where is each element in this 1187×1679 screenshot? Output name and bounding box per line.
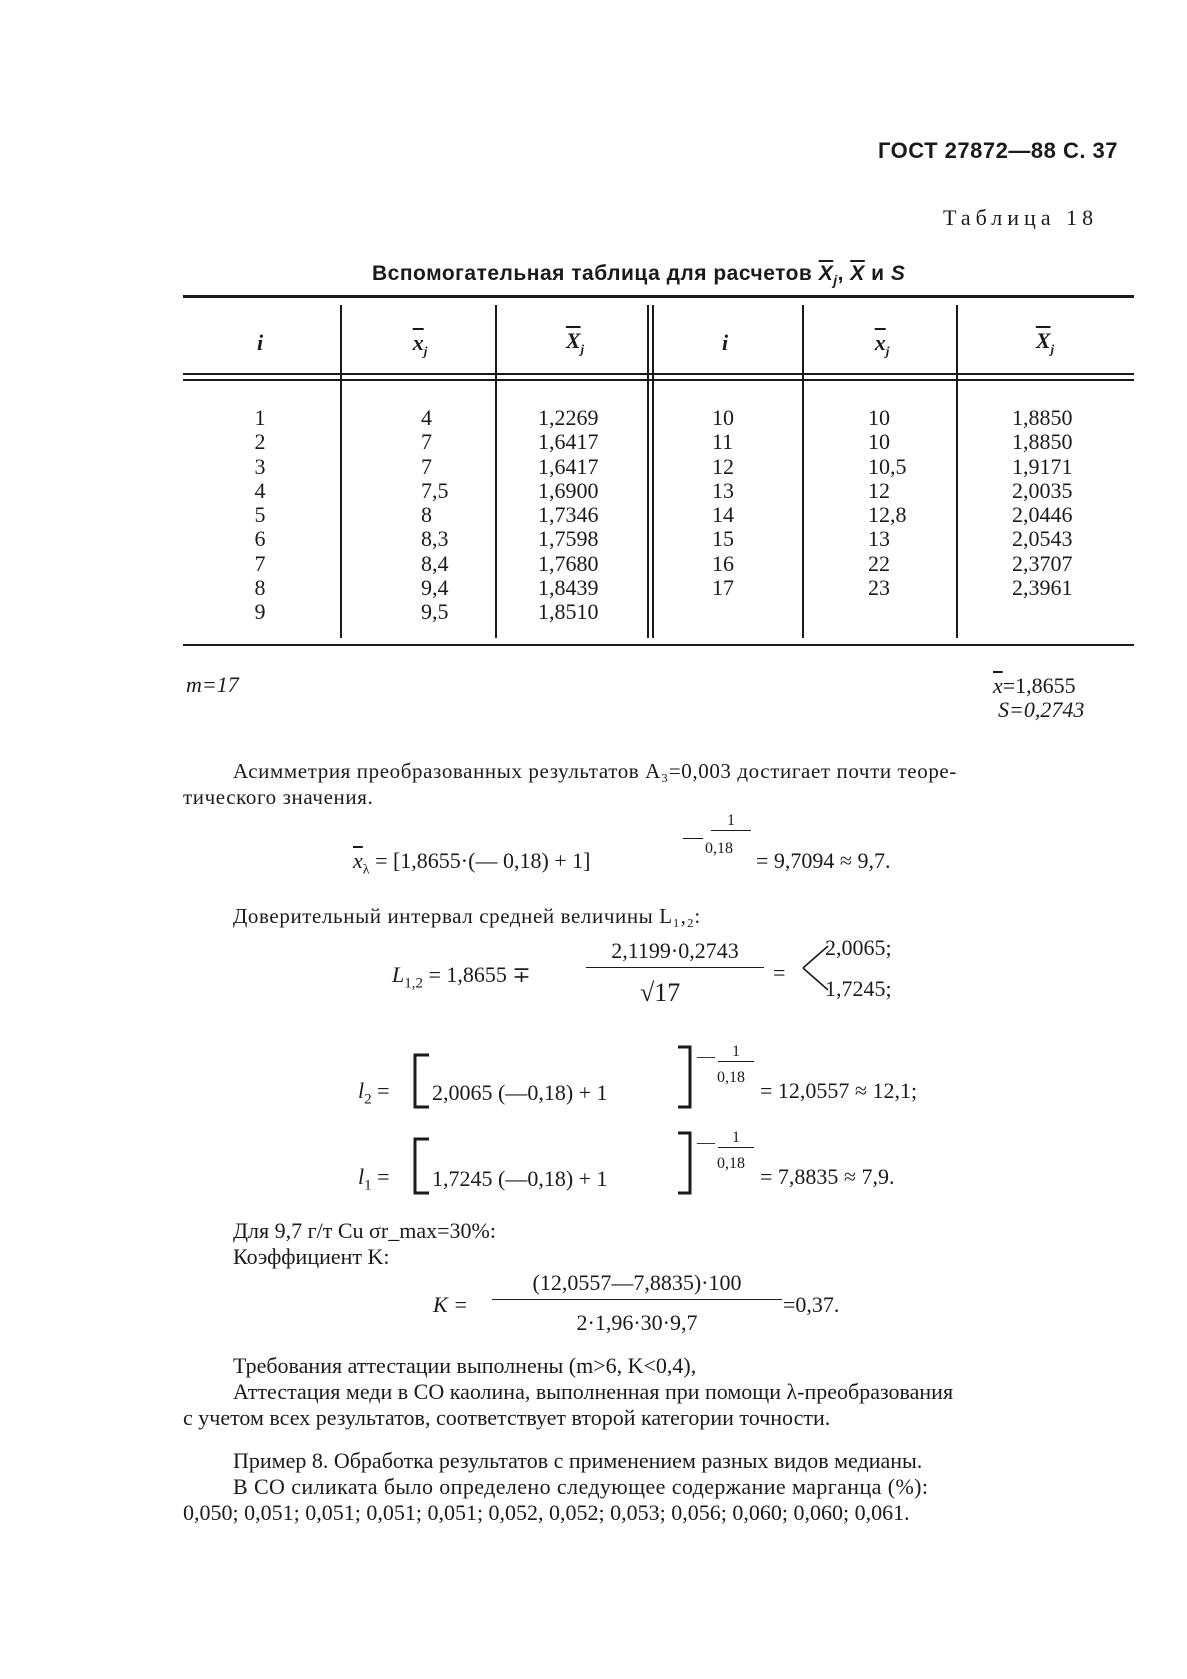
- col-header-xj-left-var: $\overline{x}$: [412, 330, 424, 355]
- paragraph-coef: Коэффициент K:: [233, 1244, 390, 1269]
- table-cell: 1,2269: [538, 405, 599, 430]
- table-vline-5: [956, 305, 958, 638]
- formula-xlambda: [353, 848, 591, 878]
- formula-l2-sub: 2: [364, 1091, 372, 1108]
- table-cell: 10: [712, 405, 734, 430]
- page-header: ГОСТ 27872—88 С. 37: [878, 138, 1119, 163]
- table-cell: 1,8439: [538, 575, 599, 601]
- table-label: Таблица 18: [943, 205, 1099, 230]
- col-right-xj: [868, 406, 938, 600]
- summary-xbar-value: =1,8655: [1002, 673, 1076, 698]
- col-header-i-left: i: [256, 330, 264, 355]
- caption-var-s: S: [890, 262, 906, 285]
- table-cell: 23: [868, 575, 890, 601]
- table-cell: 5: [254, 502, 266, 528]
- table-cell: 1,7598: [538, 526, 599, 552]
- table-cell: 2,0035: [1012, 477, 1073, 503]
- formula-l2-right-bracket-icon: [676, 1044, 696, 1110]
- formula-xlambda-result: = 9,7094 ≈ 9,7.: [756, 848, 891, 873]
- table-cell: 10: [868, 429, 890, 455]
- formula-l2-exp-den: 0,18: [717, 1069, 745, 1086]
- col-header-xj-right-var: $\overline{x}$: [874, 330, 886, 355]
- paragraph-attestation-line2: с учетом всех результатов, соответствует второй категории точности.: [183, 1405, 831, 1430]
- table-cell: 1: [254, 405, 266, 430]
- table-cell: 8: [421, 502, 432, 528]
- paragraph-conf-interval: Доверительный интервал средней величины L₁,₂:: [233, 904, 701, 928]
- caption-var-xj-sub: j: [833, 272, 838, 289]
- caption-var-xj: $\overline{X}$: [818, 262, 834, 285]
- paragraph-attestation-line1: Аттестация меди в СО каолина, выполненная при помощи λ-преобразования: [233, 1379, 954, 1404]
- col-left-Xj: [538, 406, 628, 625]
- summary-xbar: [993, 673, 1076, 699]
- table-cell: 4: [254, 477, 266, 503]
- table-cell: 2,0543: [1012, 526, 1073, 552]
- formula-l2-exp-num: 1: [718, 1043, 754, 1062]
- table-cell: 12: [712, 453, 734, 479]
- formula-K-lhs: K =: [433, 1292, 469, 1317]
- summary-m: m=17: [186, 672, 239, 697]
- formula-L-num: 2,1199·0,2743: [586, 938, 764, 968]
- col-left-xj: [421, 406, 491, 625]
- table-cell: 13: [712, 477, 734, 503]
- formula-l1-exp-den: 0,18: [717, 1155, 745, 1172]
- table-head-rule-2: [183, 379, 1134, 381]
- formula-L-mid: = 1,8655 ∓: [428, 962, 531, 987]
- table-cell: 13: [868, 526, 890, 552]
- formula-l1-exp-sign: —: [697, 1132, 715, 1152]
- table-cell: 7: [421, 429, 432, 455]
- table-cell: 12: [868, 477, 890, 503]
- table-cell: 1,8510: [538, 599, 599, 625]
- caption-var-xx: $\overline{X}$: [850, 262, 865, 285]
- formula-xlambda-body: = [1,8655·(— 0,18) + 1]: [375, 848, 591, 873]
- table-cell: 3: [254, 453, 266, 479]
- table-cell: 10,5: [868, 453, 907, 479]
- table-cell: 1,6417: [538, 429, 599, 455]
- table-cell: 16: [712, 550, 734, 576]
- formula-L-sub: 1,2: [404, 975, 423, 992]
- table-cell: 1,9171: [1012, 453, 1073, 479]
- paragraph-requirements: Требования аттестации выполнены (m>6, K<0,4),: [233, 1353, 697, 1378]
- summary-xbar-label: $\overline{x}$: [993, 673, 1003, 698]
- formula-L-eq: =: [773, 960, 786, 985]
- formula-xlambda-exp-sign: —: [683, 826, 703, 848]
- table-cell: 9,4: [421, 575, 449, 601]
- formula-L-lhs: L: [392, 962, 405, 987]
- col-header-Xj-left-var: $\overline{X}$: [565, 328, 581, 353]
- formula-L-upper: 2,0065;: [825, 935, 892, 960]
- table-vline-4: [802, 305, 804, 638]
- table-vline-3a: [647, 305, 649, 638]
- table-cell: 9: [254, 599, 266, 625]
- table-bottom-rule: [183, 644, 1134, 646]
- caption-comma: ,: [837, 262, 851, 285]
- table-cell: 2: [254, 429, 266, 455]
- paragraph-example-line1: Пример 8. Обработка результатов с применением разных видов медианы.: [233, 1448, 923, 1473]
- paragraph-example-line2: В СО силиката было определено следующее содержание марганца (%):: [233, 1474, 929, 1499]
- formula-l2-left-bracket-icon: [409, 1052, 431, 1110]
- table-cell: 1,8850: [1012, 405, 1073, 430]
- table-cell: 15: [712, 526, 734, 552]
- table-cell: 11: [712, 429, 734, 455]
- table-cell: 9,5: [421, 599, 449, 625]
- col-header-Xj-right-var: $\overline{X}$: [1035, 328, 1051, 353]
- formula-l2-exp-sign: —: [697, 1046, 715, 1066]
- formula-l1-left-bracket-icon: [409, 1136, 431, 1196]
- paragraph-for-cu: Для 9,7 г/т Cu σr_max=30%:: [233, 1218, 496, 1243]
- formula-l1: [358, 1164, 390, 1194]
- table-cell: 12,8: [868, 502, 907, 528]
- table-cell: 8: [254, 575, 266, 601]
- caption-and: и: [864, 262, 891, 285]
- table-cell: 7: [421, 453, 432, 479]
- table-cell: 10: [868, 405, 890, 430]
- formula-xlambda-sub: λ: [362, 862, 370, 878]
- formula-l2-eq: =: [377, 1078, 390, 1103]
- formula-l1-lhs: l: [358, 1164, 365, 1189]
- table-cell: 14: [712, 502, 734, 528]
- table-caption: [372, 262, 905, 288]
- table-vline-1: [340, 305, 342, 638]
- col-header-i-right: i: [721, 330, 729, 355]
- formula-L-lower: 1,7245;: [825, 976, 892, 1001]
- table-vline-2: [495, 305, 497, 638]
- table-cell: 7,5: [421, 477, 449, 503]
- col-header-xj-right: [852, 330, 912, 359]
- formula-xlambda-exp-den: 0,18: [705, 840, 733, 857]
- col-header-xj-left: [390, 330, 450, 359]
- formula-l1-result: = 7,8835 ≈ 7,9.: [760, 1164, 895, 1189]
- table-top-rule: [183, 295, 1134, 298]
- formula-xlambda-exp-num: 1: [711, 812, 751, 831]
- table-cell: 4: [421, 405, 432, 430]
- col-header-Xj-left: [545, 328, 605, 357]
- formula-l2-body: 2,0065 (—0,18) + 1: [432, 1080, 608, 1105]
- formula-l1-body: 1,7245 (—0,18) + 1: [432, 1166, 608, 1191]
- summary-s: S=0,2743: [998, 697, 1085, 722]
- formula-l1-sub: 1: [364, 1177, 372, 1194]
- paragraph-asymmetry-line2: тического значения.: [183, 785, 374, 809]
- col-right-i: [712, 406, 762, 600]
- formula-l1-exp-num: 1: [718, 1129, 754, 1148]
- table-cell: 2,3961: [1012, 575, 1073, 601]
- table-cell: 17: [712, 575, 734, 601]
- col-left-i: [240, 406, 280, 625]
- table-cell: 1,7346: [538, 502, 599, 528]
- caption-prefix: Вспомогательная таблица для расчетов: [372, 262, 813, 285]
- paragraph-example-line3: 0,050; 0,051; 0,051; 0,051; 0,051; 0,052, 0,052; 0,053; 0,056; 0,060; 0,060; 0,061.: [183, 1500, 910, 1525]
- col-header-xj-left-sub: j: [423, 343, 428, 359]
- table-vline-3b: [652, 305, 654, 638]
- formula-K-result: =0,37.: [783, 1292, 840, 1317]
- paragraph-asymmetry-line1: Асимметрия преобразованных результатов A₃=0,003 достигает почти теоре-: [233, 759, 957, 783]
- formula-l2-result: = 12,0557 ≈ 12,1;: [760, 1078, 918, 1103]
- table-cell: 2,0446: [1012, 502, 1073, 528]
- formula-xlambda-lhs: $\overline{x}$: [353, 848, 363, 873]
- formula-K-num: (12,0557—7,8835)·100: [492, 1270, 782, 1300]
- table-cell: 2,3707: [1012, 550, 1073, 576]
- col-header-xj-right-sub: j: [885, 343, 890, 359]
- table-cell: 7: [254, 550, 266, 576]
- table-cell: 8,3: [421, 526, 449, 552]
- col-header-Xj-right: [1015, 328, 1075, 357]
- formula-l1-eq: =: [377, 1164, 390, 1189]
- formula-L-den: √17: [640, 978, 681, 1007]
- table-cell: 8,4: [421, 550, 449, 576]
- table-cell: 22: [868, 550, 890, 576]
- table-cell: 1,6900: [538, 477, 599, 503]
- table-cell: 1,8850: [1012, 429, 1073, 455]
- col-header-Xj-left-sub: j: [580, 341, 585, 357]
- table-head-rule-1: [183, 373, 1134, 375]
- formula-l2: [358, 1078, 390, 1108]
- col-right-Xj: [1012, 406, 1102, 600]
- formula-K-den: 2·1,96·30·9,7: [576, 1310, 698, 1335]
- col-header-Xj-right-sub: j: [1050, 341, 1055, 357]
- formula-L: [392, 962, 531, 992]
- table-cell: 6: [254, 526, 266, 552]
- table-cell: 1,6417: [538, 453, 599, 479]
- formula-l1-right-bracket-icon: [676, 1130, 696, 1196]
- table-cell: 1,7680: [538, 550, 599, 576]
- formula-l2-lhs: l: [358, 1078, 365, 1103]
